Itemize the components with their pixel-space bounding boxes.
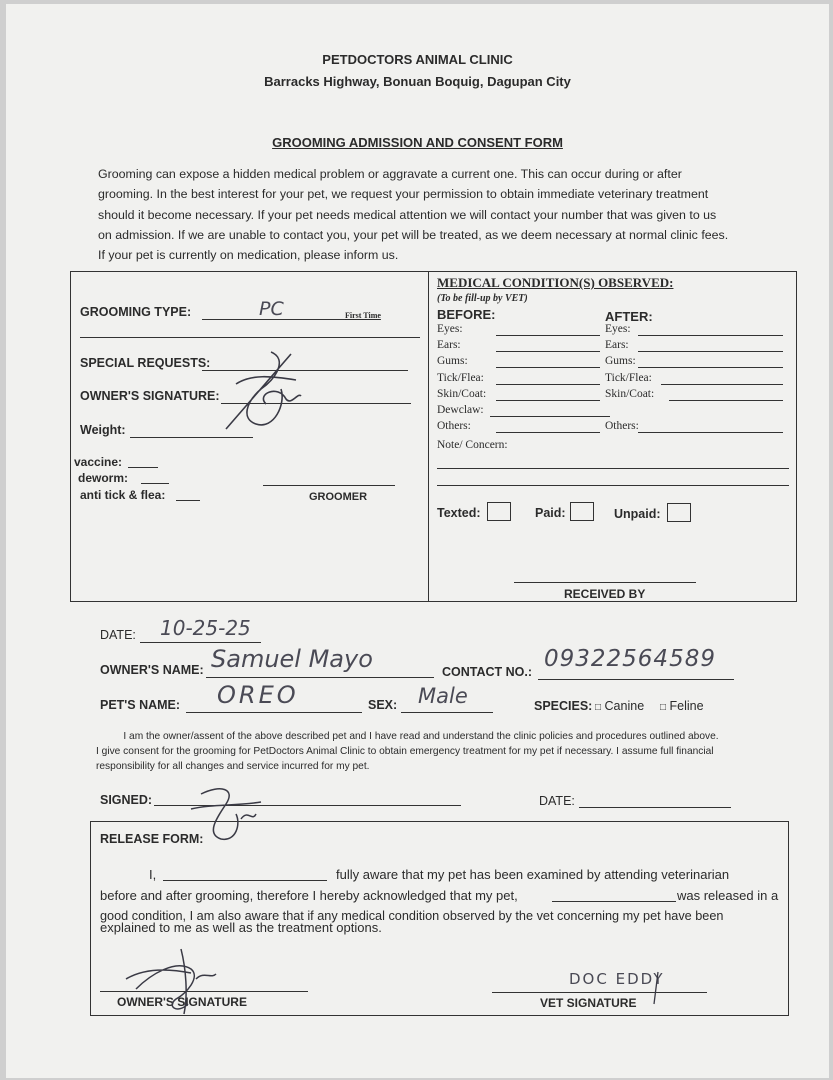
special-requests-label: SPECIAL REQUESTS:	[80, 356, 211, 370]
received-by-label: RECEIVED BY	[564, 587, 646, 601]
after-row-line[interactable]	[669, 400, 783, 401]
sex-value[interactable]: Male	[418, 684, 468, 708]
release-line-3: was released in a	[677, 888, 779, 903]
pets-name-label: PET'S NAME:	[100, 698, 181, 712]
vaccine-line	[128, 467, 158, 468]
release-line-5: explained to me as well as the treatment options.	[100, 920, 382, 935]
after-row-label: Eyes:	[605, 323, 631, 335]
medical-subtitle: (To be fill-up by VET)	[437, 293, 528, 304]
date-line	[140, 642, 261, 643]
sex-label: SEX:	[368, 698, 398, 712]
after-row-line[interactable]	[638, 335, 783, 336]
release-line-2: before and after grooming, therefore I hereby acknowledged that my pet,	[100, 888, 518, 903]
release-name-line[interactable]	[163, 880, 327, 881]
before-row-label: Dewclaw:	[437, 404, 484, 416]
anti-tick-label: anti tick & flea:	[80, 488, 166, 502]
intro-line: Grooming can expose a hidden medical problem or aggravate a current one. This can occur during or after	[98, 167, 682, 181]
before-row-label: Ears:	[437, 339, 461, 352]
signed-signature-scribble	[186, 774, 266, 844]
after-row-line[interactable]	[638, 351, 783, 352]
before-row-label: Skin/Coat:	[437, 387, 487, 400]
before-row-line[interactable]	[496, 367, 600, 368]
medical-title: MEDICAL CONDITION(S) OBSERVED:	[437, 275, 674, 290]
owners-signature-label: OWNER'S SIGNATURE:	[80, 389, 220, 403]
release-title: RELEASE FORM:	[100, 832, 204, 846]
release-i-label: I,	[149, 867, 157, 882]
after-label: AFTER:	[605, 309, 653, 324]
release-line-4: good condition, I am also aware that if any medical condition observed by the vet concerning my pet have been	[100, 909, 724, 923]
vet-signature-stroke	[646, 969, 666, 1009]
after-row-line[interactable]	[638, 432, 783, 433]
contact-value[interactable]: 09322564589	[544, 646, 716, 672]
note-line-1[interactable]	[437, 468, 789, 469]
grooming-type-value[interactable]: PC	[259, 298, 284, 320]
sex-line	[401, 712, 493, 713]
note-line-2[interactable]	[437, 485, 789, 486]
before-row-label: Gums:	[437, 355, 468, 368]
vaccine-label: vaccine:	[74, 455, 123, 469]
intro-line: If your pet is currently on medication, please inform us.	[98, 248, 399, 263]
deworm-line	[141, 483, 169, 484]
consent-line-1: I am the owner/assent of the above described pet and I have read and understand the clinic policies and procedures outlined above.	[123, 731, 719, 742]
pets-name-value[interactable]: OREO	[217, 681, 299, 709]
anti-tick-line	[176, 500, 200, 501]
vet-signature-label: VET SIGNATURE	[540, 996, 637, 1010]
after-row-label: Ears:	[605, 339, 629, 352]
paid-checkbox[interactable]	[570, 502, 594, 521]
after-row-label: Gums:	[605, 355, 636, 368]
release-pet-line[interactable]	[552, 901, 676, 902]
weight-label: Weight:	[80, 423, 126, 437]
after-row-label: Skin/Coat:	[605, 387, 655, 400]
owner-signature-scribble	[216, 344, 306, 434]
owners-name-value[interactable]: Samuel Mayo	[211, 645, 373, 673]
before-label: BEFORE:	[437, 307, 496, 322]
before-row-line[interactable]	[496, 400, 600, 401]
vet-signature-value: DOC EDDY	[569, 970, 665, 988]
vet-signature-line[interactable]	[492, 992, 707, 993]
contact-line	[538, 679, 734, 680]
canine-option[interactable]: □ Canine	[595, 699, 645, 713]
intro-paragraph	[98, 164, 748, 265]
consent-line-2: I give consent for the grooming for PetDoctors Animal Clinic to obtain emergency treatment for my pet if necessary. I assume full financial	[96, 746, 714, 757]
before-row-line[interactable]	[496, 351, 600, 352]
before-row-line[interactable]	[496, 432, 600, 433]
intro-line: grooming. In the best interest for your pet, we request your permission to obtain immediate veterinary treatment	[98, 187, 709, 202]
box-divider	[428, 271, 429, 602]
before-row-line[interactable]	[490, 416, 610, 417]
before-row-line[interactable]	[496, 384, 600, 385]
clinic-name: PETDOCTORS ANIMAL CLINIC	[322, 52, 513, 67]
intro-line: on admission. If we are unable to contact you, your pet will be treated, as we deem necessary at normal clinic fees.	[98, 227, 729, 242]
date-value[interactable]: 10-25-25	[160, 616, 251, 640]
paid-label: Paid:	[535, 506, 566, 520]
unpaid-label: Unpaid:	[614, 507, 661, 521]
signed-label: SIGNED:	[100, 793, 153, 807]
unpaid-checkbox[interactable]	[667, 503, 691, 522]
feline-option[interactable]: □ Feline	[660, 699, 704, 713]
contact-label: CONTACT NO.:	[442, 665, 533, 679]
after-row-line[interactable]	[661, 384, 783, 385]
before-row-label: Eyes:	[437, 323, 463, 335]
grooming-type-label: GROOMING TYPE:	[80, 305, 192, 319]
species-label: SPECIES:	[534, 699, 593, 713]
first-time-label: First Time	[345, 311, 381, 320]
feline-label: Feline	[669, 699, 704, 713]
form-title: GROOMING ADMISSION AND CONSENT FORM	[272, 135, 563, 150]
owners-name-label: OWNER'S NAME:	[100, 663, 204, 677]
texted-checkbox[interactable]	[487, 502, 511, 521]
release-line-1: fully aware that my pet has been examined by attending veterinarian	[336, 867, 730, 882]
consent-line-3: responsibility for all changes and service incurred for my pet.	[96, 761, 370, 772]
after-row-line[interactable]	[638, 367, 783, 368]
note-label: Note/ Concern:	[437, 439, 508, 451]
before-row-line[interactable]	[496, 335, 600, 336]
release-owner-signature-scribble	[116, 939, 226, 1019]
owners-name-line	[206, 677, 434, 678]
grooming-type-line-2	[80, 337, 420, 338]
before-row-label: Tick/Flea:	[437, 371, 484, 384]
form-page	[6, 4, 829, 1078]
groomer-line	[263, 485, 395, 486]
after-row-label: Tick/Flea:	[605, 371, 652, 384]
date-label: DATE:	[100, 628, 136, 642]
signed-date-line[interactable]	[579, 807, 731, 808]
owner-signature-label: OWNER'S SIGNATURE	[117, 995, 247, 1009]
intro-line: should it become necessary. If your pet needs medical attention we will contact your number that was given to us	[98, 207, 717, 222]
signed-date-label: DATE:	[539, 794, 575, 808]
clinic-address: Barracks Highway, Bonuan Boquig, Dagupan City	[264, 74, 571, 89]
texted-label: Texted:	[437, 506, 481, 520]
pets-name-line	[186, 712, 362, 713]
weight-line	[130, 437, 253, 438]
groomer-label: GROOMER	[309, 491, 368, 503]
canine-label: Canine	[604, 699, 645, 713]
deworm-label: deworm:	[78, 471, 129, 485]
after-row-label: Others:	[605, 420, 639, 433]
before-row-label: Others:	[437, 420, 471, 433]
received-by-line[interactable]	[514, 582, 696, 583]
